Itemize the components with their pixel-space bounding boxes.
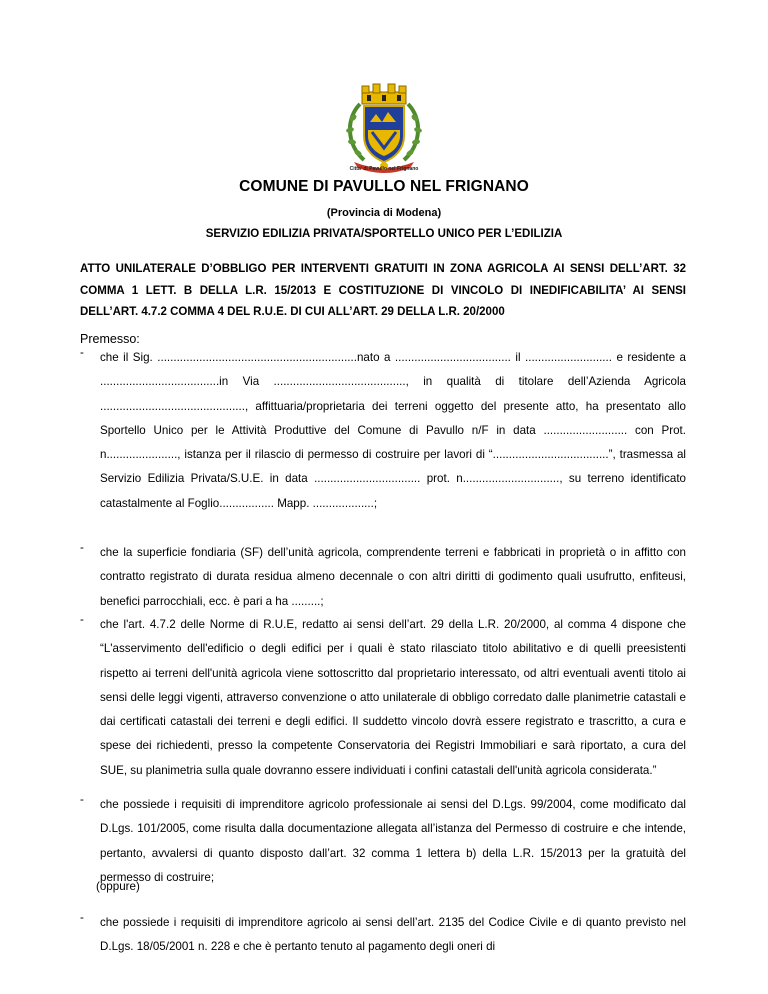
document-subject: ATTO UNILATERALE D’OBBLIGO PER INTERVENTI GRATUITI IN ZONA AGRICOLA AI SENSI DELL’ART. 32 COMMA 1 LETT. B DELLA L.R. 15/2013 E COSTITUZIONE DI VINCOLO DI INEDIFICABILITA’ AI SENSI DELL’ART. 4.7.2 COMMA 4 DEL R.U.E. DI CUI ALL’ART. 29 DELLA L.R. 20/2000: [80, 263, 686, 318]
list-item-text: che il Sig. ..............................................................nato a .................................... il ........................... e residente a .....................................in Via ........................................., in qualità di titolare dell’Azienda Agricola ............................................., affittuaria/proprietaria dei terreni oggetto del presente atto, ha presentato allo Sportello Unico per le Attività Produttive del Comune di Pavullo n/F in data .......................... con Prot. n......................, istanza per il rilascio di permesso di costruire per lavori di “....................................”, trasmessa al Servizio Edilizia Privata/S.U.E. in data ................................. prot. n.............................., su terreno identificato catastalmente al Foglio................. Mapp. ...................;: [100, 351, 686, 510]
premesso-label: Premesso:: [80, 332, 140, 346]
list-dash: -: [80, 346, 84, 359]
list-dash: -: [80, 793, 84, 806]
list-dash: -: [80, 541, 84, 554]
list-item-text: che la superficie fondiaria (SF) dell’unità agricola, comprendente terreni e fabbricati in proprietà o in affitto con contratto registrato di durata residua almeno decennale o con altri diritti di godimento quali usufrutto, enfiteusi, benefici parrocchiali, ecc. è pari a ha .........;: [100, 546, 686, 608]
list-item-text: che l'art. 4.7.2 delle Norme di R.U.E, redatto ai sensi dell’art. 29 della L.R. 20/2000, al comma 4 dispone che “L'asservimento dell'edificio o degli edifici per i quali è stato rilasciato titolo abilitativo e di quelli preesistenti rispetto ai terreni dell'unità agricola viene sottoscritto dal proprietario interessato, od altri eventuali aventi titolo ai sensi delle leggi vigenti, attraverso convenzione o atto unilaterale di obbligo corredato dalle planimetrie catastali e dai certificati catastali dei terreni e degli edifici. Il suddetto vincolo dovrà essere registrato e trascritto, a cura e spese dei richiedenti, presso la competente Conservatoria dei Registri Immobiliari e sarà riportato, a cura del SUE, su planimetria sulla quale dovranno essere individuati i confini catastali dell'unità agricola considerata.”: [100, 618, 686, 777]
list-item-text: che possiede i requisiti di imprenditore agricolo professionale ai sensi del D.Lgs. 99/2004, come modificato dal D.Lgs. 101/2005, come risulta dalla documentazione allegata all’istanza del Permesso di costruire e che intende, pertanto, avvalersi di quanto disposto dall’art. 32 comma 1 lettera b) della L.R. 15/2013 per la gratuità del permesso di costruire;: [100, 798, 686, 884]
list-item-text: che possiede i requisiti di imprenditore agricolo ai sensi dell’art. 2135 del Codice Civile e di quanto previsto nel D.Lgs. 18/05/2001 n. 228 e che è pertanto tenuto al pagamento degli oneri di: [100, 916, 686, 954]
oppure-label: (oppure): [96, 880, 140, 893]
province-subtitle: (Provincia di Modena): [326, 207, 442, 219]
list-dash: -: [80, 911, 84, 924]
service-name: SERVIZIO EDILIZIA PRIVATA/SPORTELLO UNICO PER L’EDILIZIA: [205, 228, 563, 240]
coat-of-arms-icon: [340, 78, 428, 174]
municipality-title: COMUNE DI PAVULLO NEL FRIGNANO: [239, 178, 529, 195]
list-dash: -: [80, 613, 84, 626]
crest-caption: Citta' di Pavullo nel Frignano: [349, 166, 419, 172]
